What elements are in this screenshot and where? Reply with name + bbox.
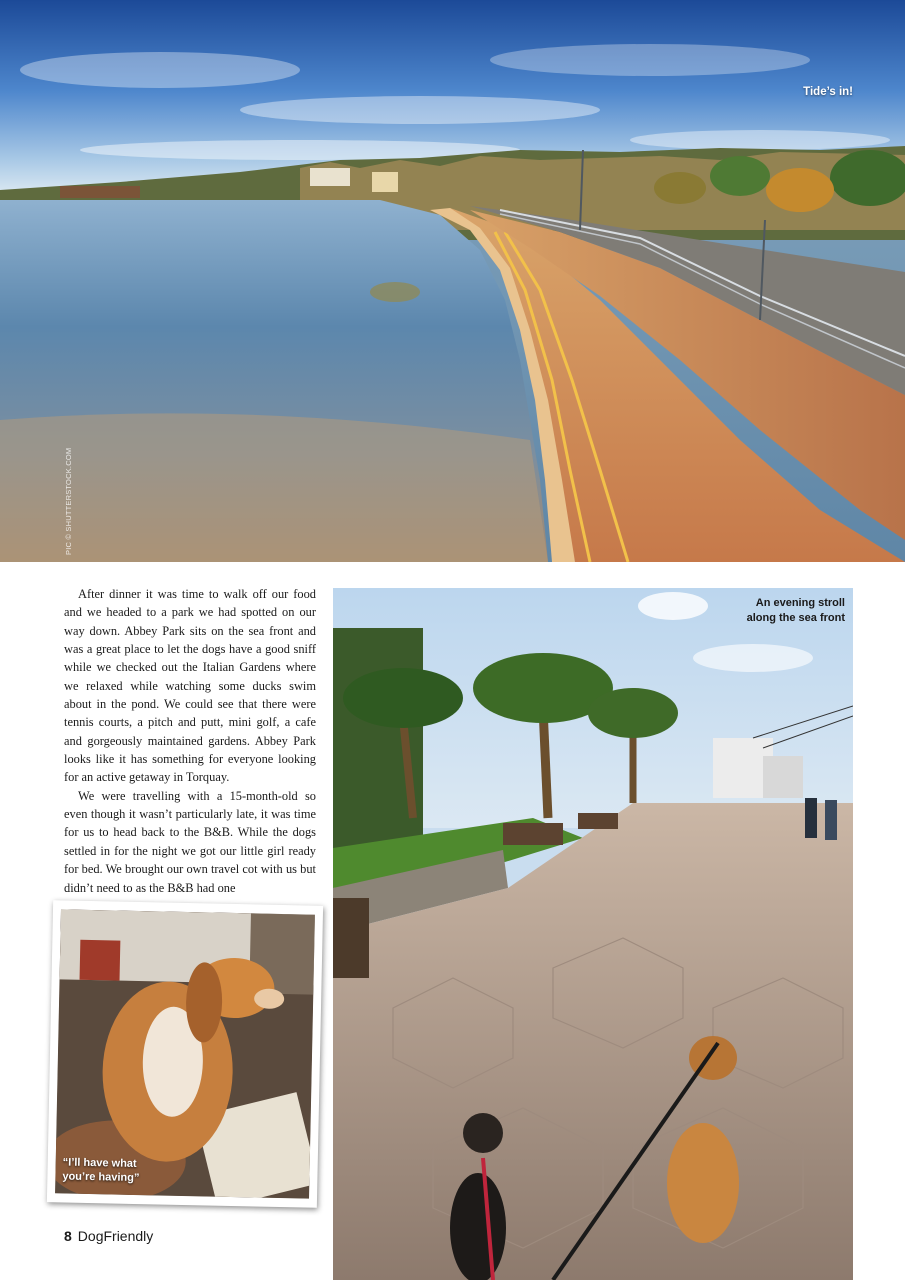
- promenade-caption-line-2: along the sea front: [746, 612, 845, 624]
- polaroid-caption-line-2: you’re having”: [62, 1170, 140, 1185]
- paragraph-bed-time: We were travelling with a 15-month-old so even though it wasn’t particularly late, it was time for us to head back to the B&B. While the dogs settled in for the night we got our little girl ready for bed. We brought our own travel cot with us but didn’t need to as the B&B had one: [64, 788, 316, 895]
- polaroid-caption-line-1: “I’ll have what: [62, 1156, 137, 1171]
- polaroid-caption: [62, 1155, 140, 1185]
- polaroid-photo: [55, 909, 315, 1198]
- promenade-photo: [333, 588, 853, 1280]
- polaroid-frame: [47, 900, 323, 1208]
- seafront-illustration: [0, 0, 905, 562]
- promenade-caption-line-1: An evening stroll: [755, 597, 845, 609]
- page-folio: [64, 1228, 153, 1244]
- promenade-caption: [747, 596, 845, 626]
- evening-stroll-illustration: [333, 588, 853, 1280]
- hero-photo: [0, 0, 905, 562]
- photo-credit: PIC © SHUTTERSTOCK.COM: [64, 447, 73, 555]
- page-number: 8: [64, 1228, 72, 1244]
- publication-name: DogFriendly: [77, 1228, 154, 1244]
- article-body: [64, 585, 316, 897]
- paragraph-abbey-park: After dinner it was time to walk off our food and we headed to a park we had spotted on our way down. Abbey Park sits on the sea front and was a great place to let the dogs have a good sniff while we checked out the Italian Gardens where we relaxed while watching some ducks swim about in the pond. We could see that there were tennis courts, a pitch and putt, mini golf, a cafe and gorgeously maintained gardens. Abbey Park looks like it has something for everyone looking for an active getaway in Torquay.: [64, 587, 316, 785]
- hero-caption: Tide’s in!: [803, 86, 853, 98]
